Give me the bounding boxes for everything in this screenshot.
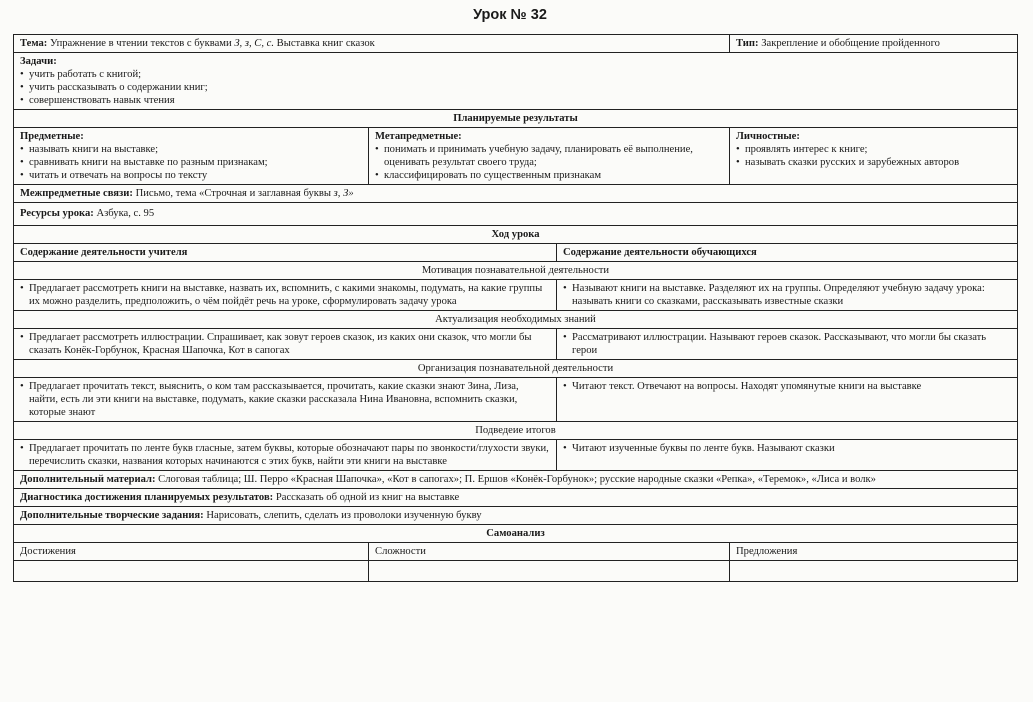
- course-header: Ход урока: [14, 226, 1018, 244]
- theme-text-after: Выставка книг сказок: [276, 38, 375, 49]
- meta-results-label: Метапредметные:: [375, 131, 462, 142]
- students-activity-list: [563, 282, 1011, 308]
- creative-tasks-text: Нарисовать, слепить, сделать из проволоки изученную букву: [206, 510, 482, 521]
- interdisciplinary-row: [14, 185, 1018, 203]
- activity-headers-row: [14, 244, 1018, 262]
- list-item: • называть сказки русских и зарубежных авторов: [736, 156, 1011, 169]
- self-analysis-header: Самоанализ: [14, 525, 1018, 543]
- theme-label: Тема:: [20, 38, 48, 49]
- additional-material-cell: [14, 471, 1018, 489]
- tasks-row: [14, 53, 1018, 110]
- students-activity-cell: [557, 440, 1018, 471]
- stage-header-row: [14, 360, 1018, 378]
- subject-results-cell: [14, 128, 369, 185]
- theme-row: [14, 35, 1018, 53]
- list-item: • читать и отвечать на вопросы по тексту: [20, 169, 362, 182]
- list-item: • Предлагает прочитать по ленте букв гласные, затем буквы, которые обозначают пары по звонкости/глухости звуки, перечислить сказки, названия которых начинаются с этих букв, найти эти книги на выставке: [20, 442, 550, 468]
- personal-results-cell: [730, 128, 1018, 185]
- teacher-activity-cell: [14, 440, 557, 471]
- creative-tasks-row: [14, 507, 1018, 525]
- students-activity-list: [563, 380, 1011, 393]
- list-item: • Называют книги на выставке. Разделяют их на группы. Определяют учебную задачу урока: называть книги со сказками, рассказывать известные сказки: [563, 282, 1011, 308]
- diagnostics-row: [14, 489, 1018, 507]
- meta-results-list: [375, 143, 723, 182]
- stage-header-row: [14, 422, 1018, 440]
- list-item: • Предлагает прочитать текст, выяснить, о ком там рассказывается, прочитать, какие сказки знают Зина, Лиза, найти, есть ли эти книги на выставке, подумать, какие сказки рассказала Нина Ивановна, вспомнить сказки, которые знают: [20, 380, 550, 419]
- stage-name: Организация познавательной деятельности: [14, 360, 1018, 378]
- list-item: • учить рассказывать о содержании книг;: [20, 81, 1011, 94]
- tasks-cell: [14, 53, 1018, 110]
- stage-header-row: [14, 311, 1018, 329]
- additional-material-label: Дополнительный материал:: [20, 474, 156, 485]
- interdisciplinary-letters: з, З»: [333, 188, 354, 199]
- stage-header-row: [14, 262, 1018, 280]
- interdisciplinary-text: Письмо, тема «Строчная и заглавная буквы: [135, 188, 332, 199]
- diagnostics-label: Диагностика достижения планируемых результатов:: [20, 492, 274, 503]
- list-item: • Рассматривают иллюстрации. Называют героев сказок. Рассказывают, что могли бы сказать герои: [563, 331, 1011, 357]
- theme-text: Упражнение в чтении текстов с буквами: [50, 38, 232, 49]
- planned-results-header: Планируемые результаты: [14, 110, 1018, 128]
- list-item: • классифицировать по существенным признакам: [375, 169, 723, 182]
- self-analysis-header-row: [14, 525, 1018, 543]
- resources-label: Ресурсы урока:: [20, 208, 94, 219]
- teacher-activity-header: Содержание деятельности учителя: [14, 244, 557, 262]
- subject-results-label: Предметные:: [20, 131, 84, 142]
- list-item: • проявлять интерес к книге;: [736, 143, 1011, 156]
- creative-tasks-cell: [14, 507, 1018, 525]
- personal-results-label: Личностные:: [736, 131, 800, 142]
- additional-material-text: Слоговая таблица; Ш. Перро «Красная Шапочка», «Кот в сапогах»; П. Ершов «Конёк-Горбунок»; русские народные сказки «Репка», «Теремок», «Лиса и волк»: [158, 474, 876, 485]
- course-header-row: [14, 226, 1018, 244]
- students-activity-header: Содержание деятельности обучающихся: [557, 244, 1018, 262]
- lesson-plan-table: [13, 34, 1018, 582]
- interdisciplinary-label: Межпредметные связи:: [20, 188, 133, 199]
- students-activity-list: [563, 331, 1011, 357]
- list-item: • сравнивать книги на выставке по разным признакам;: [20, 156, 362, 169]
- students-activity-list: [563, 442, 1011, 455]
- planned-results-header-row: [14, 110, 1018, 128]
- suggestions-cell: [730, 561, 1018, 582]
- achievements-header: Достижения: [14, 543, 369, 561]
- difficulties-header: Сложности: [369, 543, 730, 561]
- teacher-activity-cell: [14, 280, 557, 311]
- achievements-cell: [14, 561, 369, 582]
- stage-row: [14, 280, 1018, 311]
- resources-cell: [14, 203, 1018, 226]
- resources-text: Азбука, с. 95: [96, 208, 155, 219]
- self-analysis-columns-row: [14, 543, 1018, 561]
- students-activity-cell: [557, 378, 1018, 422]
- resources-row: [14, 203, 1018, 226]
- list-item: • Предлагает рассмотреть книги на выставке, назвать их, вспомнить, с какими знакомы, подумать, на какие группы их можно разделить, предположить, о чём пойдёт речь на уроке, сформулировать задачу урока: [20, 282, 550, 308]
- stage-name: Подведеие итогов: [14, 422, 1018, 440]
- theme-letters: З, з, С, с.: [234, 38, 274, 49]
- theme-cell: [14, 35, 730, 53]
- teacher-activity-cell: [14, 329, 557, 360]
- stage-row: [14, 378, 1018, 422]
- list-item: • Читают изученные буквы по ленте букв. Называют сказки: [563, 442, 1011, 455]
- list-item: • называть книги на выставке;: [20, 143, 362, 156]
- teacher-activity-list: [20, 442, 550, 468]
- teacher-activity-cell: [14, 378, 557, 422]
- list-item: • Читают текст. Отвечают на вопросы. Находят упомянутые книги на выставке: [563, 380, 1011, 393]
- type-label: Тип:: [736, 38, 759, 49]
- tasks-label: Задачи:: [20, 56, 57, 67]
- list-item: • совершенствовать навык чтения: [20, 94, 1011, 107]
- tasks-list: [20, 68, 1011, 107]
- type-cell: [730, 35, 1018, 53]
- list-item: • понимать и принимать учебную задачу, планировать её выполнение, оценивать результат своего труда;: [375, 143, 723, 169]
- stage-row: [14, 329, 1018, 360]
- teacher-activity-list: [20, 331, 550, 357]
- diagnostics-cell: [14, 489, 1018, 507]
- meta-results-cell: [369, 128, 730, 185]
- page-title: Урок № 32: [473, 7, 547, 23]
- list-item: • учить работать с книгой;: [20, 68, 1011, 81]
- interdisciplinary-cell: [14, 185, 1018, 203]
- difficulties-cell: [369, 561, 730, 582]
- teacher-activity-list: [20, 282, 550, 308]
- stage-row: [14, 440, 1018, 471]
- list-item: • Предлагает рассмотреть иллюстрации. Спрашивает, как зовут героев сказок, из каких они сказок, что могли бы сказать Конёк-Горбунок, Красная Шапочка, Кот в сапогах: [20, 331, 550, 357]
- self-analysis-empty-row: [14, 561, 1018, 582]
- additional-material-row: [14, 471, 1018, 489]
- teacher-activity-list: [20, 380, 550, 419]
- creative-tasks-label: Дополнительные творческие задания:: [20, 510, 204, 521]
- stage-name: Мотивация познавательной деятельности: [14, 262, 1018, 280]
- type-value: Закрепление и обобщение пройденного: [761, 38, 940, 49]
- diagnostics-text: Рассказать об одной из книг на выставке: [275, 492, 460, 503]
- suggestions-header: Предложения: [730, 543, 1018, 561]
- subject-results-list: [20, 143, 362, 182]
- stage-name: Актуализация необходимых знаний: [14, 311, 1018, 329]
- personal-results-list: [736, 143, 1011, 169]
- students-activity-cell: [557, 329, 1018, 360]
- students-activity-cell: [557, 280, 1018, 311]
- planned-results-row: [14, 128, 1018, 185]
